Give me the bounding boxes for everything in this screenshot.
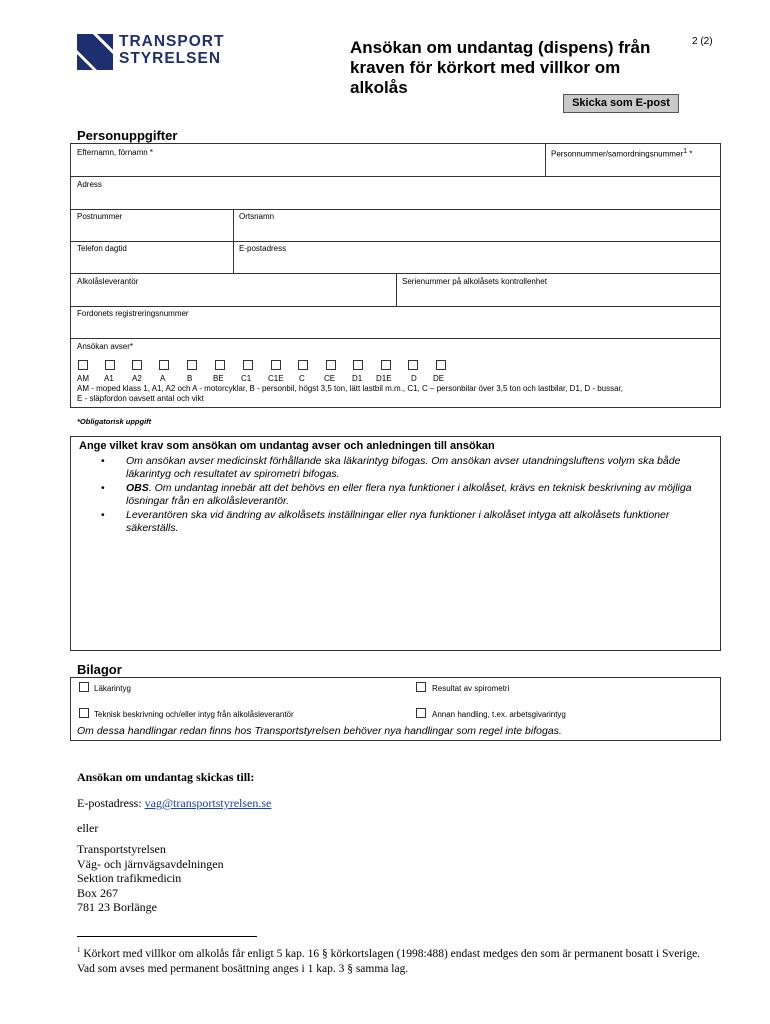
pnr-field[interactable] xyxy=(546,144,721,176)
personal-heading: Personuppgifter xyxy=(77,128,178,143)
regnr-field[interactable] xyxy=(71,307,721,338)
requirement-bullet-1: • Om ansökan avser medicinskt förhållande ska läkarintyg bifogas. Om ansökan avser utandningsluftens volym ska både läkarintyg och resultatet av spirometri bifogas. xyxy=(101,455,681,480)
footnote-text: Körkort med villkor om alkolås får enligt 5 kap. 16 § körkortslagen (1998:488) endast medges den som är permanent bosatt i Sverige. Vad som avses med permanent bosättning anges i 1 kap. 3 § samma lag. xyxy=(77,947,701,975)
send-or: eller xyxy=(77,821,99,835)
logo-line-2: STYRELSEN xyxy=(119,50,222,67)
category-checkbox-d1e[interactable] xyxy=(381,360,391,370)
address-line: Sektion trafikmedicin xyxy=(77,871,182,885)
requirement-list xyxy=(83,455,708,536)
category-checkbox-c1[interactable] xyxy=(243,360,253,370)
bullet-icon: • xyxy=(101,455,105,467)
regnr-label: Fordonets registreringsnummer xyxy=(77,309,189,318)
postal-code-label: Postnummer xyxy=(77,212,123,221)
category-label-de: DE xyxy=(433,374,445,383)
technical-description-label: Teknisk beskrivning och/eller intyg från alkolåsleverantör xyxy=(94,710,294,719)
category-label-a: A xyxy=(160,374,166,383)
page-number: 2 (2) xyxy=(692,36,713,47)
pnr-footnote-mark: 1 xyxy=(683,148,687,155)
bullet-icon: • xyxy=(101,509,105,521)
category-label-d1: D1 xyxy=(352,374,363,383)
applies-label: Ansökan avser* xyxy=(77,342,134,351)
logo-line-1: TRANSPORT xyxy=(119,33,225,50)
category-checkbox-ce[interactable] xyxy=(326,360,336,370)
footnote-divider xyxy=(77,936,257,937)
bullet-icon: • xyxy=(101,482,105,494)
category-label-a2: A2 xyxy=(132,374,142,383)
spirometry-label: Resultat av spirometri xyxy=(432,684,510,693)
supplier-field[interactable] xyxy=(71,274,396,306)
category-label-c1: C1 xyxy=(241,374,252,383)
city-label: Ortsnamn xyxy=(239,212,275,221)
attachments-heading: Bilagor xyxy=(77,662,122,677)
transportstyrelsen-logo-icon xyxy=(77,34,113,70)
logo-text xyxy=(119,33,224,67)
requirement-bullet-3: • Leverantören ska vid ändring av alkolåsets inställningar eller nya funktioner i alkolåset intyga att alkolåsets funktioner säkerställs. xyxy=(101,509,670,534)
category-checkbox-b[interactable] xyxy=(187,360,197,370)
send-heading: Ansökan om undantag skickas till: xyxy=(77,770,255,784)
requirement-box[interactable] xyxy=(70,436,721,651)
email-label: E-postadress xyxy=(239,244,287,253)
category-note-2: E - släpfordon oavsett antal och vikt xyxy=(77,394,204,403)
name-label: Efternamn, förnamn * xyxy=(77,148,154,157)
category-label-c: C xyxy=(299,374,305,383)
address-line: Transportstyrelsen xyxy=(77,842,166,856)
email-field[interactable] xyxy=(234,242,721,273)
category-label-b: B xyxy=(187,374,193,383)
category-checkbox-be[interactable] xyxy=(215,360,225,370)
category-checkbox-a1[interactable] xyxy=(105,360,115,370)
serial-label: Serienummer på alkolåsets kontrollenhet xyxy=(402,277,547,286)
footnote-mark: 1 xyxy=(77,946,81,954)
category-label-d: D xyxy=(411,374,417,383)
technical-description-checkbox[interactable] xyxy=(79,708,89,718)
spirometry-checkbox[interactable] xyxy=(416,682,426,692)
required-note: *Obligatorisk uppgift xyxy=(77,417,152,426)
category-checkbox-am[interactable] xyxy=(78,360,88,370)
category-checkbox-a[interactable] xyxy=(159,360,169,370)
category-checkbox-d1[interactable] xyxy=(353,360,363,370)
personal-form xyxy=(70,143,721,408)
category-label-am: AM xyxy=(77,374,89,383)
attachments-note: Om dessa handlingar redan finns hos Transportstyrelsen behöver nya handlingar som regel inte bifogas. xyxy=(77,725,562,737)
address-field[interactable] xyxy=(71,177,721,209)
category-label-ce: CE xyxy=(324,374,336,383)
serial-field[interactable] xyxy=(397,274,721,306)
category-label-be: BE xyxy=(213,374,224,383)
category-checkbox-c1e[interactable] xyxy=(271,360,281,370)
category-checkbox-a2[interactable] xyxy=(132,360,142,370)
document-title: Ansökan om undantag (dispens) från kraven för körkort med villkor om alkolås xyxy=(350,38,651,97)
supplier-label: Alkolåsleverantör xyxy=(77,277,139,286)
footnote xyxy=(77,943,717,977)
address-line: Box 267 xyxy=(77,885,119,900)
name-field[interactable] xyxy=(71,144,545,176)
attachments-box xyxy=(70,677,721,741)
category-label-a1: A1 xyxy=(104,374,114,383)
category-checkbox-de[interactable] xyxy=(436,360,446,370)
pnr-label: Personnummer/samordningsnummer1 * xyxy=(551,148,693,159)
postal-code-field[interactable] xyxy=(71,210,233,241)
phone-label: Telefon dagtid xyxy=(77,244,127,253)
category-checkbox-c[interactable] xyxy=(298,360,308,370)
address-label: Adress xyxy=(77,180,102,189)
requirement-title: Ange vilket krav som ansökan om undantag avser och anledningen till ansökan xyxy=(79,440,495,452)
send-email-button[interactable]: Skicka som E-post xyxy=(563,94,679,113)
city-field[interactable] xyxy=(234,210,721,241)
medical-certificate-label: Läkarintyg xyxy=(94,684,131,693)
medical-certificate-checkbox[interactable] xyxy=(79,682,89,692)
other-document-label: Annan handling, t.ex. arbetsgivarintyg xyxy=(432,710,566,719)
requirement-bullet-2: • OBS. Om undantag innebär att det behövs en eller flera nya funktioner i alkolåset, krävs en teknisk beskrivning av möjliga lösningar från en alkolåsleverantör. xyxy=(101,482,692,507)
category-label-c1e: C1E xyxy=(268,374,284,383)
category-note-1: AM - moped klass 1, A1, A2 och A - motorcyklar, B - personbil, högst 3,5 ton, lätt lastbil m.m., C1, C – personbilar över 3,5 ton och lastbilar, D1, D - bussar, xyxy=(77,384,624,393)
other-document-checkbox[interactable] xyxy=(416,708,426,718)
phone-field[interactable] xyxy=(71,242,233,273)
address-line: Väg- och järnvägsavdelningen xyxy=(77,856,224,871)
postal-address xyxy=(77,842,224,915)
send-email-line: E-postadress: vag@transportstyrelsen.se xyxy=(77,796,272,810)
category-label-d1e: D1E xyxy=(376,374,392,383)
category-checkbox-d[interactable] xyxy=(408,360,418,370)
address-line: 781 23 Borlänge xyxy=(77,900,157,914)
send-email-link[interactable]: vag@transportstyrelsen.se xyxy=(144,796,272,810)
